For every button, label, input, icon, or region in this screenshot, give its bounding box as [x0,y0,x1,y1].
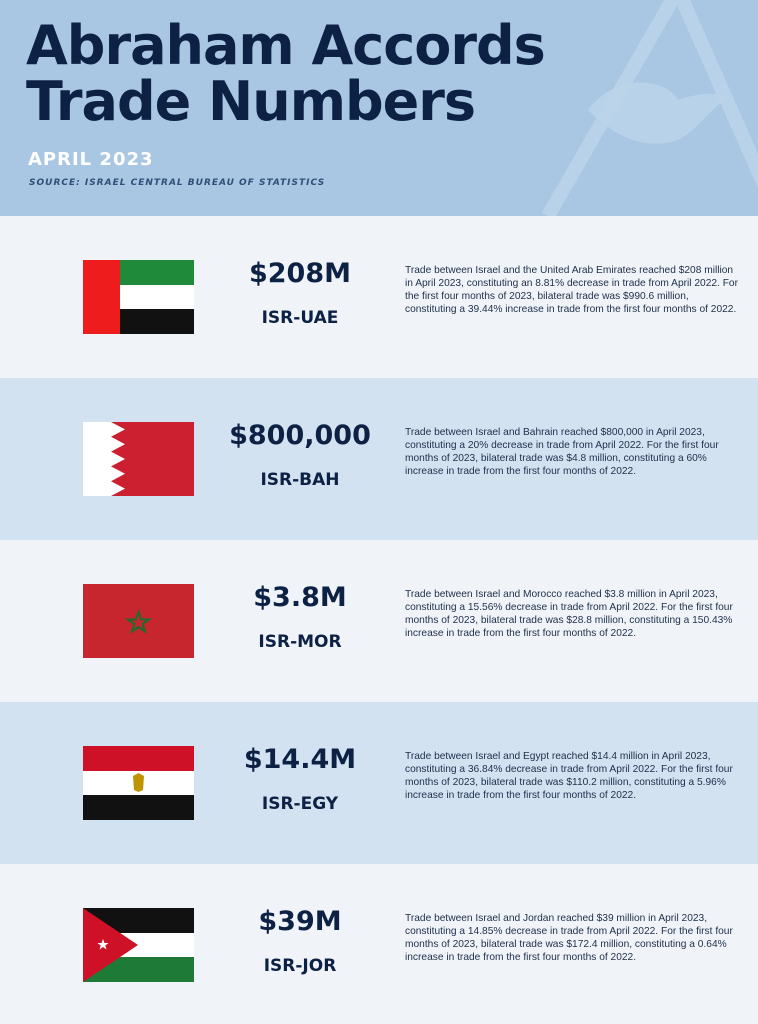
page-title [26,14,545,133]
country-pair-code: ISR-EGY [261,794,339,814]
trade-amount: $39M [258,906,342,937]
page-title-line-1: Abraham Accords [26,14,545,77]
egypt-flag-icon [83,746,194,820]
report-date: APRIL 2023 [28,149,154,170]
trade-row-jordan [0,864,758,1024]
source-note: SOURCE: ISRAEL CENTRAL BUREAU OF STATISTICS [29,178,326,188]
trade-description: Trade between Israel and Morocco reached $3.8 million in April 2023, constituting a 15.56% decrease in trade from April 2022. For the first four months of 2023, bilateral trade was $28.8 million, constituting a 150.43% increase in trade from the first four months of 2022. [405,589,733,639]
header-banner [0,0,758,216]
trade-description: Trade between Israel and the United Arab Emirates reached $208 million in April 2023, constituting an 8.81% decrease in trade from April 2022. For the first four months of 2023, bilateral trade was $990.6 million, constituting a 39.44% increase in trade from the first four months of 2022. [405,265,738,315]
country-pair-code: ISR-UAE [261,308,339,328]
trade-row-uae [0,216,758,378]
jordan-flag-icon [83,908,194,982]
page-title-line-2: Trade Numbers [26,70,476,133]
trade-description: Trade between Israel and Jordan reached $39 million in April 2023, constituting a 14.85% decrease in trade from April 2022. For the first four months of 2023, bilateral trade was $172.4 million, constituting a 0.64% increase in trade from the first four months of 2022. [405,913,733,963]
abraham-accords-logo-watermark-icon [528,0,758,216]
country-pair-code: ISR-JOR [263,956,337,976]
trade-amount: $14.4M [243,744,357,775]
trade-amount: $800,000 [229,420,371,451]
trade-description: Trade between Israel and Egypt reached $14.4 million in April 2023, constituting a 36.84% decrease in trade from April 2022. For the first four months of 2023, bilateral trade was $110.2 million, constituting a 5.96% increase in trade from the first four months of 2022. [405,751,733,801]
trade-amount: $3.8M [253,582,347,613]
trade-amount: $208M [248,258,351,289]
morocco-flag-icon [83,584,194,658]
country-pair-code: ISR-MOR [258,632,342,652]
trade-row-egypt [0,702,758,864]
trade-description: Trade between Israel and Bahrain reached $800,000 in April 2023, constituting a 20% decrease in trade from April 2022. For the first four months of 2023, bilateral trade was $4.8 million, constituting a 60% increase in trade from the first four months of 2022. [405,427,719,477]
trade-row-bahrain [0,378,758,540]
uae-flag-icon [83,260,194,334]
trade-row-morocco [0,540,758,702]
country-pair-code: ISR-BAH [260,470,340,490]
bahrain-flag-icon [83,422,194,496]
